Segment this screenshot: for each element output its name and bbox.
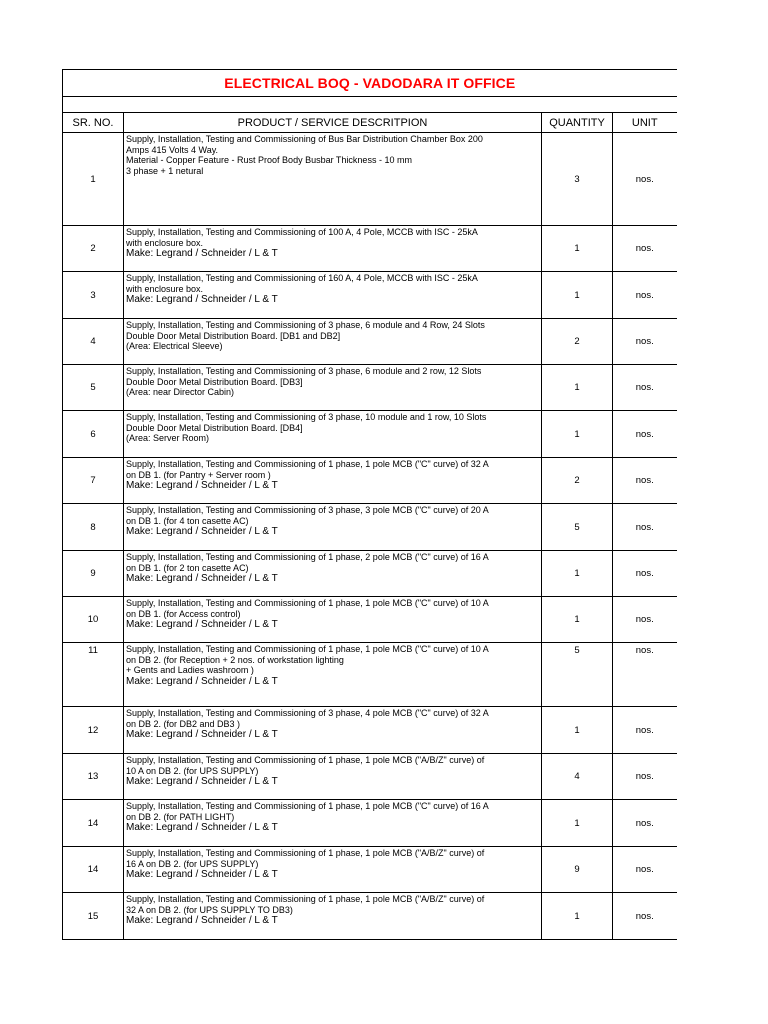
description-cell — [124, 226, 542, 272]
description-line: + Gents and Ladies washroom ) — [126, 665, 254, 676]
table-row — [63, 272, 677, 319]
description-line: Supply, Installation, Testing and Commissioning of 3 phase, 10 module and 1 row, 10 Slots — [126, 412, 487, 422]
table-row — [63, 319, 677, 365]
unit-cell: nos. — [613, 133, 677, 226]
make-line: Make: Legrand / Schneider / L & T — [126, 869, 278, 881]
table-row — [63, 133, 677, 226]
sr-no-cell: 12 — [63, 707, 124, 754]
make-line: Make: Legrand / Schneider / L & T — [126, 619, 278, 631]
table-row — [63, 754, 677, 800]
description-line: Supply, Installation, Testing and Commissioning of 160 A, 4 Pole, MCCB with ISC - 25kA — [126, 273, 478, 283]
unit-cell: nos. — [613, 893, 677, 940]
quantity-cell: 1 — [542, 226, 613, 272]
table-row — [63, 411, 677, 458]
description-line: Double Door Metal Distribution Board. [DB3] — [126, 376, 303, 387]
make-line: Make: Legrand / Schneider / L & T — [126, 573, 278, 585]
header-row — [63, 113, 677, 133]
make-line: Make: Legrand / Schneider / L & T — [126, 915, 278, 927]
sr-no-cell: 14 — [63, 800, 124, 847]
table-row — [63, 551, 677, 597]
description-line: Supply, Installation, Testing and Commissioning of Bus Bar Distribution Chamber Box 200 — [126, 134, 483, 144]
description-line: 16 A on DB 2. (for UPS SUPPLY) — [126, 858, 259, 869]
sr-no-cell: 9 — [63, 551, 124, 597]
header-unit: UNIT — [613, 113, 677, 133]
quantity-cell: 5 — [542, 504, 613, 551]
sr-no-cell: 14 — [63, 847, 124, 893]
quantity-cell: 1 — [542, 707, 613, 754]
description-cell — [124, 597, 542, 643]
description-line: Double Door Metal Distribution Board. [DB4] — [126, 422, 303, 433]
quantity-cell: 1 — [542, 597, 613, 643]
unit-cell: nos. — [613, 643, 677, 707]
table-row — [63, 893, 677, 940]
unit-cell: nos. — [613, 504, 677, 551]
description-line: on DB 1. (for 2 ton casette AC) — [126, 562, 249, 573]
description-cell — [124, 800, 542, 847]
description-line: Supply, Installation, Testing and Commissioning of 1 phase, 1 pole MCB ("C" curve) of 32 A — [126, 459, 489, 469]
boq-sheet — [62, 69, 676, 940]
description-line: on DB 2. (for DB2 and DB3 ) — [126, 718, 241, 729]
sr-no-cell: 5 — [63, 365, 124, 411]
description-cell — [124, 458, 542, 504]
sr-no-cell: 1 — [63, 133, 124, 226]
description-line: on DB 1. (for 4 ton casette AC) — [126, 515, 249, 526]
table-row — [63, 800, 677, 847]
make-line: Make: Legrand / Schneider / L & T — [126, 480, 278, 492]
make-line: Make: Legrand / Schneider / L & T — [126, 294, 278, 306]
quantity-cell: 1 — [542, 365, 613, 411]
header-sr-no: SR. NO. — [63, 113, 124, 133]
quantity-cell: 1 — [542, 272, 613, 319]
unit-cell: nos. — [613, 597, 677, 643]
make-line: Make: Legrand / Schneider / L & T — [126, 248, 278, 260]
quantity-cell: 5 — [542, 643, 613, 707]
sr-no-cell: 6 — [63, 411, 124, 458]
unit-cell: nos. — [613, 319, 677, 365]
description-line: on DB 2. (for PATH LIGHT) — [126, 811, 235, 822]
spacer-cell — [63, 97, 677, 113]
description-line: Supply, Installation, Testing and Commissioning of 3 phase, 3 pole MCB ("C" curve) of 20 A — [126, 505, 489, 515]
unit-cell: nos. — [613, 411, 677, 458]
quantity-cell: 1 — [542, 893, 613, 940]
table-row — [63, 458, 677, 504]
sr-no-cell: 2 — [63, 226, 124, 272]
quantity-cell: 3 — [542, 133, 613, 226]
table-row — [63, 707, 677, 754]
description-cell — [124, 365, 542, 411]
table-row — [63, 226, 677, 272]
quantity-cell: 4 — [542, 754, 613, 800]
quantity-cell: 1 — [542, 800, 613, 847]
unit-cell: nos. — [613, 226, 677, 272]
description-line: Supply, Installation, Testing and Commissioning of 100 A, 4 Pole, MCCB with ISC - 25kA — [126, 227, 478, 237]
table-row — [63, 847, 677, 893]
sr-no-cell: 4 — [63, 319, 124, 365]
description-line: (Area: Electrical Sleeve) — [126, 341, 223, 352]
description-line: Supply, Installation, Testing and Commissioning of 3 phase, 6 module and 2 row, 12 Slots — [126, 366, 482, 376]
description-line: 3 phase + 1 netural — [126, 165, 204, 176]
description-line: 32 A on DB 2. (for UPS SUPPLY TO DB3) — [126, 904, 293, 915]
sr-no-cell: 15 — [63, 893, 124, 940]
description-line: on DB 2. (for Reception + 2 nos. of workstation lighting — [126, 654, 344, 665]
sheet-title: ELECTRICAL BOQ - VADODARA IT OFFICE — [63, 70, 677, 97]
make-line: Make: Legrand / Schneider / L & T — [126, 822, 278, 834]
description-line: Supply, Installation, Testing and Commissioning of 1 phase, 1 pole MCB ("C" curve) of 16 A — [126, 801, 489, 811]
description-cell — [124, 504, 542, 551]
description-line: Double Door Metal Distribution Board. [DB1 and DB2] — [126, 330, 341, 341]
unit-cell: nos. — [613, 551, 677, 597]
quantity-cell: 2 — [542, 458, 613, 504]
sr-no-cell: 3 — [63, 272, 124, 319]
header-description: PRODUCT / SERVICE DESCRITPION — [124, 113, 542, 133]
description-line: (Area: Server Room) — [126, 433, 210, 444]
description-line: Supply, Installation, Testing and Commissioning of 1 phase, 1 pole MCB ("C" curve) of 10 A — [126, 644, 489, 654]
make-line: Make: Legrand / Schneider / L & T — [126, 776, 278, 788]
description-line: Supply, Installation, Testing and Commissioning of 1 phase, 2 pole MCB ("C" curve) of 16 A — [126, 552, 489, 562]
unit-cell: nos. — [613, 272, 677, 319]
quantity-cell: 1 — [542, 551, 613, 597]
unit-cell: nos. — [613, 847, 677, 893]
unit-cell: nos. — [613, 458, 677, 504]
description-line: Supply, Installation, Testing and Commissioning of 1 phase, 1 pole MCB ("A/B/Z" curve) of — [126, 848, 485, 858]
spacer-row — [63, 97, 677, 113]
quantity-cell: 9 — [542, 847, 613, 893]
description-line: 10 A on DB 2. (for UPS SUPPLY) — [126, 765, 259, 776]
make-line: Make: Legrand / Schneider / L & T — [126, 675, 278, 687]
boq-table — [62, 69, 677, 940]
description-line: on DB 1. (for Pantry + Server room ) — [126, 469, 271, 480]
description-line: Material - Copper Feature - Rust Proof Body Busbar Thickness - 10 mm — [126, 155, 412, 166]
description-cell — [124, 754, 542, 800]
description-line: Supply, Installation, Testing and Commissioning of 3 phase, 4 pole MCB ("C" curve) of 32 A — [126, 708, 489, 718]
sr-no-cell: 11 — [63, 643, 124, 707]
sr-no-cell: 7 — [63, 458, 124, 504]
table-row — [63, 643, 677, 707]
description-cell — [124, 133, 542, 226]
quantity-cell: 2 — [542, 319, 613, 365]
unit-cell: nos. — [613, 707, 677, 754]
sr-no-cell: 13 — [63, 754, 124, 800]
make-line: Make: Legrand / Schneider / L & T — [126, 526, 278, 538]
title-row — [63, 70, 677, 97]
description-cell — [124, 411, 542, 458]
description-line: Supply, Installation, Testing and Commissioning of 3 phase, 6 module and 4 Row, 24 Slots — [126, 320, 485, 330]
make-line: Make: Legrand / Schneider / L & T — [126, 729, 278, 741]
description-cell — [124, 643, 542, 707]
description-cell — [124, 707, 542, 754]
description-line: with enclosure box. — [126, 237, 204, 248]
description-cell — [124, 893, 542, 940]
description-line: Supply, Installation, Testing and Commissioning of 1 phase, 1 pole MCB ("C" curve) of 10 A — [126, 598, 489, 608]
header-quantity: QUANTITY — [542, 113, 613, 133]
description-cell — [124, 847, 542, 893]
description-line: (Area: near Director Cabin) — [126, 387, 235, 398]
sr-no-cell: 10 — [63, 597, 124, 643]
description-line: Supply, Installation, Testing and Commissioning of 1 phase, 1 pole MCB ("A/B/Z" curve) of — [126, 755, 485, 765]
unit-cell: nos. — [613, 800, 677, 847]
table-row — [63, 597, 677, 643]
description-cell — [124, 319, 542, 365]
description-line: on DB 1. (for Access control) — [126, 608, 241, 619]
description-cell — [124, 272, 542, 319]
sr-no-cell: 8 — [63, 504, 124, 551]
description-line: with enclosure box. — [126, 283, 204, 294]
description-cell — [124, 551, 542, 597]
quantity-cell: 1 — [542, 411, 613, 458]
unit-cell: nos. — [613, 754, 677, 800]
table-row — [63, 365, 677, 411]
table-row — [63, 504, 677, 551]
description-line: Amps 415 Volts 4 Way. — [126, 144, 219, 155]
unit-cell: nos. — [613, 365, 677, 411]
description-line: Supply, Installation, Testing and Commissioning of 1 phase, 1 pole MCB ("A/B/Z" curve) of — [126, 894, 485, 904]
